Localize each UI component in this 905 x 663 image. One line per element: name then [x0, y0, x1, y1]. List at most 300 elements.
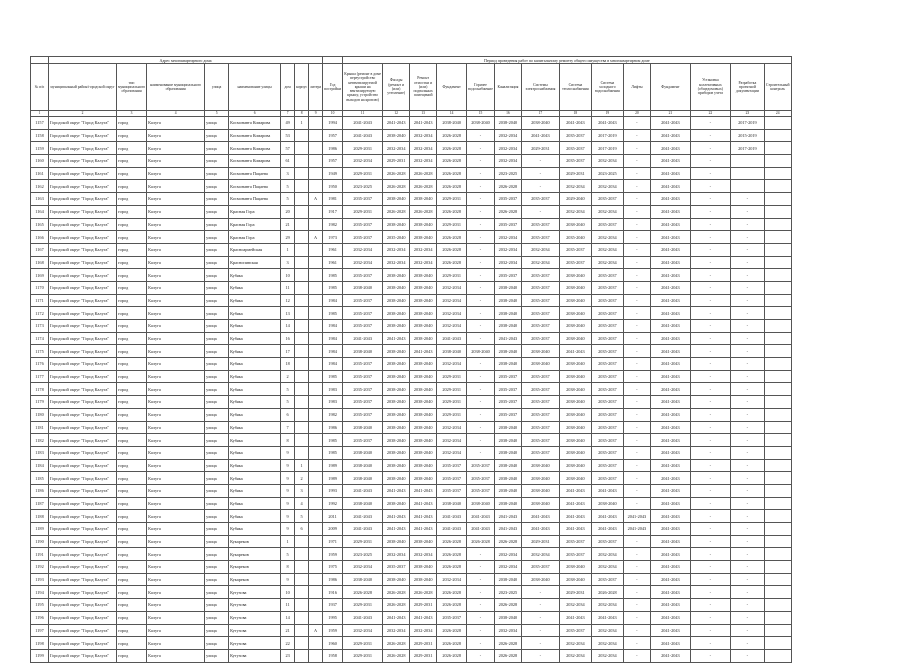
table-cell: Калуга [147, 573, 205, 586]
table-cell: 2038-2040 [559, 294, 591, 307]
table-cell [309, 408, 323, 421]
table-cell: 1180 [31, 408, 49, 421]
table-cell: - [730, 548, 764, 561]
table-cell: 8 [281, 434, 295, 447]
table-cell [309, 459, 323, 472]
table-cell: Кубяка [229, 421, 281, 434]
table-cell: Космонавта Пацаева [229, 180, 281, 193]
table-cell: 2041-2043 [650, 256, 690, 269]
column-number: 3 [117, 111, 147, 117]
table-cell: Калуга [147, 408, 205, 421]
table-cell: Калуга [147, 358, 205, 371]
table-cell: 2038-2040 [343, 472, 383, 485]
table-cell [309, 320, 323, 333]
table-cell: Калуга [147, 396, 205, 409]
table-cell [764, 446, 791, 459]
table-row [31, 193, 792, 206]
table-row [31, 231, 792, 244]
table-cell: улица [205, 459, 229, 472]
table-cell [309, 497, 323, 510]
table-cell: Калуга [147, 193, 205, 206]
table-cell: 2032-2034 [521, 548, 559, 561]
table-cell: 2029-2031 [559, 586, 591, 599]
table-cell: Городской округ "Город Калуга" [49, 573, 117, 586]
table-cell: 1989 [323, 472, 343, 485]
column-header: Установка коллективных (общедомовых) приборов учета [690, 64, 730, 111]
table-cell [295, 649, 309, 662]
table-cell: 2041-2043 [437, 523, 467, 536]
table-row [31, 472, 792, 485]
table-cell: 2041-2043 [559, 510, 591, 523]
table-cell [295, 535, 309, 548]
table-cell: 8 [281, 561, 295, 574]
table-cell: 2038-2040 [494, 611, 521, 624]
table-cell [309, 142, 323, 155]
table-cell: улица [205, 586, 229, 599]
table-cell: Кутузова [229, 624, 281, 637]
column-number: 1 [31, 111, 49, 117]
table-cell: город [117, 281, 147, 294]
table-row [31, 129, 792, 142]
table-cell: 2041-2043 [650, 573, 690, 586]
table-cell: 2026-2028 [437, 599, 467, 612]
table-cell: 2026-2028 [437, 548, 467, 561]
table-cell: 9 [281, 523, 295, 536]
table-cell: - [623, 281, 650, 294]
table-cell: 9 [281, 446, 295, 459]
table-cell: 2041-2043 [650, 599, 690, 612]
table-cell [764, 396, 791, 409]
table-cell: 2038-2040 [559, 421, 591, 434]
table-cell: 2041-2043 [650, 383, 690, 396]
table-cell: 2035-2037 [343, 396, 383, 409]
table-cell: 2017-2019 [730, 142, 764, 155]
column-number: 14 [437, 111, 467, 117]
column-header: Разработка проектной документации [730, 64, 764, 111]
table-cell: город [117, 320, 147, 333]
table-cell: - [467, 129, 495, 142]
table-cell: - [690, 117, 730, 130]
table-cell: - [467, 421, 495, 434]
table-cell: 2032-2034 [437, 294, 467, 307]
table-cell: - [730, 637, 764, 650]
table-cell [764, 269, 791, 282]
table-cell: Калуга [147, 294, 205, 307]
table-cell [764, 358, 791, 371]
table-cell: - [690, 599, 730, 612]
table-cell: 2038-2040 [494, 434, 521, 447]
table-cell: улица [205, 383, 229, 396]
table-cell: Калуга [147, 586, 205, 599]
table-cell: 2032-2034 [410, 243, 437, 256]
table-cell: Городской округ "Город Калуга" [49, 497, 117, 510]
table-cell: Кубяка [229, 358, 281, 371]
table-cell: 1984 [323, 320, 343, 333]
column-number: 6 [229, 111, 281, 117]
table-cell: 2038-2040 [467, 345, 495, 358]
table-cell: 2035-2037 [343, 320, 383, 333]
table-cell: - [623, 117, 650, 130]
table-cell: 2035-2037 [343, 218, 383, 231]
table-cell: Городской округ "Город Калуга" [49, 611, 117, 624]
table-cell: 2029-2031 [343, 142, 383, 155]
table-cell: город [117, 649, 147, 662]
table-row [31, 294, 792, 307]
table-cell: город [117, 383, 147, 396]
table-cell: - [690, 294, 730, 307]
table-cell [764, 142, 791, 155]
table-cell [295, 281, 309, 294]
table-cell: - [690, 180, 730, 193]
table-cell: Городской округ "Город Калуга" [49, 332, 117, 345]
table-cell: 2035-2040 [383, 231, 410, 244]
table-cell: 2041-2043 [650, 142, 690, 155]
table-cell: 1984 [323, 358, 343, 371]
table-cell: - [521, 624, 559, 637]
table-cell: улица [205, 561, 229, 574]
table-cell: Кукареков [229, 548, 281, 561]
table-cell: 2038-2040 [410, 396, 437, 409]
table-row [31, 117, 792, 130]
table-cell: 2041-2043 [650, 497, 690, 510]
table-cell: город [117, 523, 147, 536]
table-cell: 2041-2043 [650, 231, 690, 244]
table-cell: 2038-2040 [383, 472, 410, 485]
table-cell: Калуга [147, 142, 205, 155]
table-cell: 2035-2037 [521, 193, 559, 206]
table-cell [764, 434, 791, 447]
table-cell: - [623, 193, 650, 206]
table-cell: А [309, 624, 323, 637]
table-cell: 13 [281, 307, 295, 320]
table-cell: 2026-2028 [410, 586, 437, 599]
column-number: 16 [494, 111, 521, 117]
table-cell: 1175 [31, 345, 49, 358]
table-cell: 2026-2028 [383, 586, 410, 599]
column-header: улица [205, 64, 229, 111]
table-cell [309, 484, 323, 497]
column-number: 21 [650, 111, 690, 117]
table-cell [764, 193, 791, 206]
table-cell: Городской округ "Город Калуга" [49, 383, 117, 396]
table-cell: 2029-2031 [343, 599, 383, 612]
table-cell: - [690, 320, 730, 333]
table-cell: Калуга [147, 155, 205, 168]
table-cell: Красноармейская [229, 243, 281, 256]
table-cell: - [730, 345, 764, 358]
table-cell: 2038-2040 [410, 193, 437, 206]
table-cell: Кубяка [229, 484, 281, 497]
table-cell [764, 218, 791, 231]
table-cell: - [467, 599, 495, 612]
table-cell: 2035-2037 [521, 383, 559, 396]
table-cell: - [467, 180, 495, 193]
table-cell: 2035-2037 [343, 370, 383, 383]
table-cell: 2035-2037 [559, 535, 591, 548]
table-cell: 2032-2034 [591, 637, 623, 650]
table-cell: Калуга [147, 129, 205, 142]
table-cell: 2038-2040 [494, 320, 521, 333]
table-cell [764, 294, 791, 307]
table-cell: 1992 [323, 497, 343, 510]
table-cell: 2035-2037 [591, 358, 623, 371]
table-cell: 9 [281, 510, 295, 523]
table-cell: 2041-2043 [650, 117, 690, 130]
spacer-cell [323, 57, 343, 64]
table-cell: 2038-2040 [494, 484, 521, 497]
table-cell: 2038-2040 [410, 446, 437, 459]
table-cell: - [690, 408, 730, 421]
table-cell: 2032-2034 [591, 231, 623, 244]
table-cell: - [690, 281, 730, 294]
table-cell: 2038-2040 [383, 345, 410, 358]
table-cell: 1191 [31, 548, 49, 561]
table-cell: 2038-2040 [467, 497, 495, 510]
table-cell: 1984 [323, 294, 343, 307]
table-cell: 2035-2037 [521, 269, 559, 282]
table-cell: город [117, 193, 147, 206]
table-cell: - [467, 307, 495, 320]
table-cell: Калуга [147, 383, 205, 396]
table-cell: 1195 [31, 599, 49, 612]
table-cell: 2026-2028 [437, 586, 467, 599]
table-cell: Городской округ "Город Калуга" [49, 243, 117, 256]
table-cell: 2029-2031 [437, 370, 467, 383]
table-cell [764, 573, 791, 586]
table-cell: 2038-2040 [343, 446, 383, 459]
table-cell: 1959 [323, 548, 343, 561]
table-cell: - [730, 281, 764, 294]
table-cell: 2038-2040 [410, 421, 437, 434]
table-cell: Калуга [147, 231, 205, 244]
table-cell: Кутузова [229, 649, 281, 662]
table-cell: улица [205, 155, 229, 168]
table-cell: улица [205, 269, 229, 282]
table-cell: 2035-2037 [591, 294, 623, 307]
table-cell: 2032-2034 [410, 548, 437, 561]
table-cell: 2041-2043 [650, 421, 690, 434]
table-cell: 9 [281, 573, 295, 586]
table-cell: - [467, 142, 495, 155]
table-cell [309, 523, 323, 536]
column-header: Крыша (ремонт в доме переустройство невентилируемой крыши на вентилируемую крышу, устройство выходов на кровлю) [343, 64, 383, 111]
table-cell: 2038-2040 [383, 446, 410, 459]
table-cell: - [730, 561, 764, 574]
table-cell: - [623, 396, 650, 409]
table-cell: 2026-2028 [437, 561, 467, 574]
table-cell: 2035-2037 [591, 396, 623, 409]
table-cell: 12 [281, 294, 295, 307]
table-cell: Калуга [147, 510, 205, 523]
table-row [31, 320, 792, 333]
table-cell: 2041-2043 [343, 484, 383, 497]
table-cell: 9 [281, 472, 295, 485]
table-cell: 1986 [323, 142, 343, 155]
table-cell: - [623, 573, 650, 586]
table-cell: 2035-2037 [494, 193, 521, 206]
table-cell: Калуга [147, 459, 205, 472]
table-cell: Городской округ "Город Калуга" [49, 320, 117, 333]
table-cell: - [690, 624, 730, 637]
table-cell: 1198 [31, 637, 49, 650]
table-cell: Городской округ "Город Калуга" [49, 484, 117, 497]
table-cell: - [521, 649, 559, 662]
table-cell: 9 [281, 459, 295, 472]
table-cell: 2041-2043 [410, 497, 437, 510]
table-cell: - [730, 408, 764, 421]
table-cell: 2038-2040 [343, 421, 383, 434]
table-cell: 2038-2040 [559, 370, 591, 383]
table-cell [295, 408, 309, 421]
table-cell: 2032-2034 [437, 434, 467, 447]
table-cell: улица [205, 637, 229, 650]
table-cell: Кубяка [229, 472, 281, 485]
table-cell [295, 294, 309, 307]
table-cell: 2038-2040 [410, 281, 437, 294]
table-cell: 7 [281, 421, 295, 434]
table-cell: 2029-2031 [343, 649, 383, 662]
table-cell: - [730, 243, 764, 256]
table-cell: 2041-2043 [650, 637, 690, 650]
table-cell: 2038-2040 [494, 472, 521, 485]
table-cell: 2041-2043 [650, 307, 690, 320]
table-cell: - [730, 649, 764, 662]
table-cell: - [690, 472, 730, 485]
table-cell: город [117, 472, 147, 485]
column-header: Горячее водоснабжение [467, 64, 495, 111]
table-cell: - [730, 256, 764, 269]
table-cell: - [623, 446, 650, 459]
table-cell: 1168 [31, 256, 49, 269]
table-cell: 2032-2034 [559, 180, 591, 193]
table-cell: - [690, 548, 730, 561]
table-cell: - [623, 624, 650, 637]
table-cell: Кубяка [229, 510, 281, 523]
table-cell: Городской округ "Город Калуга" [49, 231, 117, 244]
table-cell: 1157 [31, 117, 49, 130]
table-cell: 2041-2043 [467, 523, 495, 536]
table-cell [309, 611, 323, 624]
table-cell: 2023-2025 [494, 167, 521, 180]
table-row [31, 155, 792, 168]
table-cell: Городской округ "Город Калуга" [49, 129, 117, 142]
table-cell: 2041-2043 [494, 332, 521, 345]
table-cell: Калуга [147, 624, 205, 637]
table-cell: - [730, 396, 764, 409]
table-cell: 2032-2034 [591, 548, 623, 561]
table-cell: - [467, 193, 495, 206]
table-cell: - [467, 408, 495, 421]
table-cell: 3 [281, 256, 295, 269]
table-cell [764, 649, 791, 662]
table-cell: 2 [281, 370, 295, 383]
table-cell: Кутузова [229, 599, 281, 612]
table-cell: 2035-2037 [591, 421, 623, 434]
table-cell: - [623, 307, 650, 320]
table-cell [309, 649, 323, 662]
table-cell: 2026-2028 [494, 649, 521, 662]
table-cell: 2035-2037 [343, 193, 383, 206]
table-cell: 2026-2028 [437, 167, 467, 180]
table-cell: 61 [281, 155, 295, 168]
table-cell: улица [205, 307, 229, 320]
table-cell: 2041-2043 [650, 320, 690, 333]
table-cell: - [730, 446, 764, 459]
table-cell: - [623, 180, 650, 193]
table-cell [295, 332, 309, 345]
table-cell: улица [205, 218, 229, 231]
table-cell: 1985 [323, 307, 343, 320]
table-cell: - [623, 370, 650, 383]
column-number: 24 [764, 111, 791, 117]
table-cell: 2035-2037 [494, 396, 521, 409]
table-row [31, 434, 792, 447]
table-cell: город [117, 142, 147, 155]
column-number: 12 [383, 111, 410, 117]
table-cell: 1986 [323, 573, 343, 586]
table-cell: - [730, 332, 764, 345]
table-cell: - [730, 370, 764, 383]
table-cell: 2038-2040 [410, 561, 437, 574]
table-cell: 2029-2031 [437, 383, 467, 396]
table-row [31, 624, 792, 637]
table-cell: Красная Гора [229, 205, 281, 218]
table-cell: 2029-2031 [343, 167, 383, 180]
table-cell [295, 307, 309, 320]
table-cell [309, 396, 323, 409]
table-cell: 2038-2040 [383, 269, 410, 282]
table-cell: 2035-2037 [437, 459, 467, 472]
column-number: 4 [147, 111, 205, 117]
table-cell: - [690, 611, 730, 624]
table-cell: 1984 [323, 332, 343, 345]
table-cell: Кубяка [229, 307, 281, 320]
table-cell: 2041-2043 [521, 510, 559, 523]
table-cell: 2032-2034 [591, 649, 623, 662]
table-cell: Калуга [147, 370, 205, 383]
table-cell: 2038-2040 [494, 573, 521, 586]
table-cell: 2029-2031 [437, 218, 467, 231]
table-cell: 2038-2040 [383, 383, 410, 396]
table-cell: 2041-2043 [650, 332, 690, 345]
table-row [31, 383, 792, 396]
table-cell: - [467, 167, 495, 180]
table-cell: Кубяка [229, 434, 281, 447]
table-cell: Кубяка [229, 269, 281, 282]
table-cell: 1170 [31, 281, 49, 294]
table-cell: 2035-2037 [521, 281, 559, 294]
table-cell: - [467, 637, 495, 650]
table-cell: 2026-2028 [343, 586, 383, 599]
table-cell: Кубяка [229, 383, 281, 396]
table-cell: улица [205, 548, 229, 561]
table-cell [309, 332, 323, 345]
table-cell: 2035-2037 [521, 218, 559, 231]
table-cell [309, 599, 323, 612]
table-cell: город [117, 129, 147, 142]
table-cell: 1917 [323, 205, 343, 218]
table-cell: 2038-2040 [383, 421, 410, 434]
column-header: Канализация [494, 64, 521, 111]
table-cell: 2041-2043 [559, 611, 591, 624]
table-cell: 23 [281, 649, 295, 662]
table-cell: - [623, 535, 650, 548]
table-cell: 2032-2034 [521, 243, 559, 256]
table-cell: 2029-2031 [437, 396, 467, 409]
table-cell: 2038-2040 [383, 218, 410, 231]
table-cell: Калуга [147, 205, 205, 218]
table-cell [309, 281, 323, 294]
